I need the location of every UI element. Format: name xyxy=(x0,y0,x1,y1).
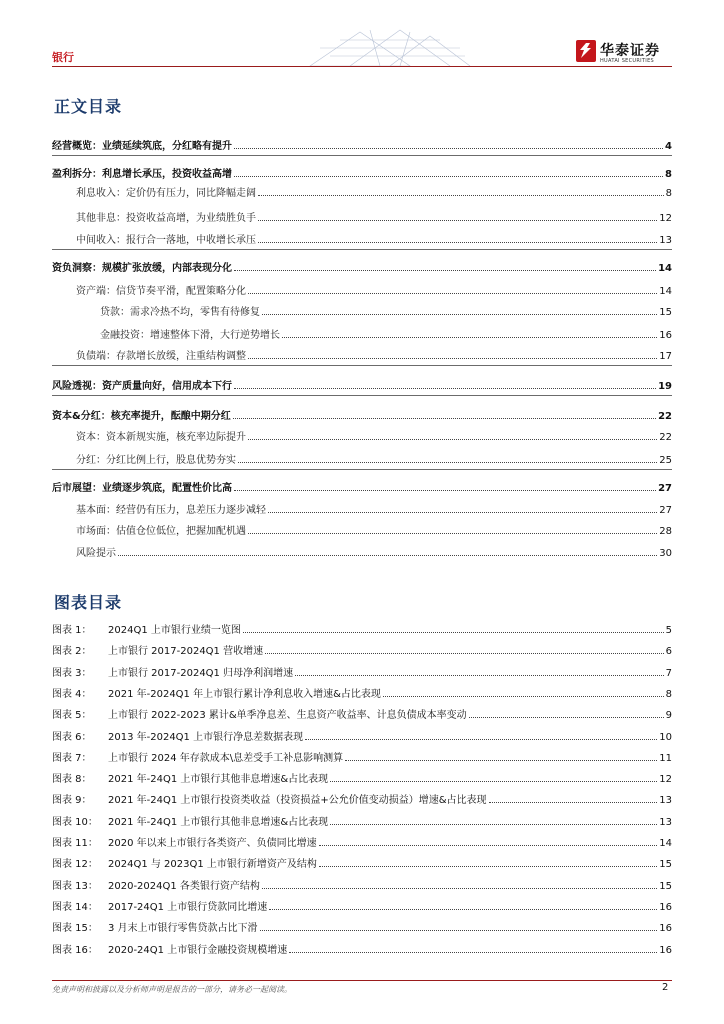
page-number: 2 xyxy=(662,982,669,993)
figure-entry-title: 2021 年-2024Q1 年上市银行累计净利息收入增速&占比表现 xyxy=(108,688,381,700)
figure-entry-page: 10 xyxy=(659,731,672,743)
figure-entry-number: 图表 15： xyxy=(52,923,98,935)
toc-section-divider xyxy=(52,395,672,396)
toc-entry-page: 19 xyxy=(658,381,672,392)
dot-leader xyxy=(268,512,657,513)
figure-entry[interactable] xyxy=(52,897,672,913)
decorative-grid-graphic xyxy=(290,28,490,68)
dot-leader xyxy=(319,845,658,846)
toc-entry-label: 基本面：经营仍有压力，息差压力逐步减轻 xyxy=(76,505,266,516)
figure-entry[interactable] xyxy=(52,918,672,934)
figure-entry-title: 2021 年-24Q1 上市银行其他非息增速&占比表现 xyxy=(108,774,329,786)
toc-entry-label: 资本：资本新规实施，核充率边际提升 xyxy=(76,432,246,443)
dot-leader xyxy=(248,533,657,534)
dot-leader xyxy=(258,242,657,243)
figure-entry-title: 2021 年-24Q1 上市银行投资类收益（投资损益+公允价值变动损益）增速&占比表现 xyxy=(108,795,487,807)
dot-leader xyxy=(295,675,664,676)
dot-leader xyxy=(330,781,657,782)
figure-entry-title: 2017-24Q1 上市银行贷款同比增速 xyxy=(108,901,268,913)
figure-entry-page: 5 xyxy=(665,625,672,636)
company-logo xyxy=(576,40,672,66)
toc-entry-label: 分红：分红比例上行，股息优势夯实 xyxy=(76,455,236,466)
toc-entry[interactable] xyxy=(52,325,672,341)
figure-entry-page: 15 xyxy=(659,880,672,892)
toc-entry[interactable] xyxy=(52,406,672,422)
figure-entry-number: 图表 12： xyxy=(52,859,98,871)
dot-leader xyxy=(234,490,656,491)
figure-entry[interactable] xyxy=(52,854,672,870)
toc-entry-label: 利息收入：定价仍有压力，同比降幅走阔 xyxy=(76,188,256,199)
dot-leader xyxy=(234,270,656,271)
figure-entry-page: 11 xyxy=(659,752,672,764)
toc-entry-page: 13 xyxy=(659,235,672,246)
figure-entry[interactable] xyxy=(52,769,672,785)
toc-entry[interactable] xyxy=(52,500,672,516)
toc-section-divider xyxy=(52,155,672,156)
figure-entry-number: 图表 10： xyxy=(52,816,98,828)
toc-entry-page: 28 xyxy=(659,526,672,537)
toc-entry-page: 22 xyxy=(659,432,672,443)
dot-leader xyxy=(289,952,657,953)
figure-entry[interactable] xyxy=(52,748,672,764)
toc-entry[interactable] xyxy=(52,164,672,180)
figure-entry-number: 图表 9： xyxy=(52,795,92,807)
toc-entry-page: 25 xyxy=(659,455,672,466)
dot-leader xyxy=(234,176,663,177)
dot-leader xyxy=(118,555,657,556)
toc-entry-page: 16 xyxy=(659,330,672,341)
toc-entry[interactable] xyxy=(52,478,672,494)
toc-entry-label: 风险提示 xyxy=(76,548,116,559)
figure-entry-number: 图表 3： xyxy=(52,667,92,679)
dot-leader xyxy=(233,418,656,419)
figure-entry[interactable] xyxy=(52,790,672,806)
figure-entry-title: 上市银行 2024 年存款成本\息差受手工补息影响测算 xyxy=(108,752,344,764)
figure-entry[interactable] xyxy=(52,812,672,828)
figure-entry-number: 图表 4： xyxy=(52,688,92,700)
figure-entry-page: 12 xyxy=(659,774,672,786)
figure-entry-title: 2020 年以来上市银行各类资产、负债同比增速 xyxy=(108,838,317,849)
toc-entry-page: 27 xyxy=(658,483,672,494)
dot-leader xyxy=(258,195,664,196)
toc-entry-label: 金融投资：增速整体下滑，大行逆势增长 xyxy=(100,330,280,341)
footer-disclaimer: 免责声明和披露以及分析师声明是报告的一部分，请务必一起阅读。 xyxy=(52,985,292,994)
dot-leader xyxy=(330,824,657,825)
toc-entry-page: 14 xyxy=(659,286,672,297)
toc-entry-label: 资本&分红：核充率提升，酝酿中期分红 xyxy=(52,411,231,422)
figure-entry[interactable] xyxy=(52,833,672,849)
toc-entry-page: 8 xyxy=(665,188,672,199)
toc-entry-page: 14 xyxy=(658,263,672,274)
toc-entry-page: 12 xyxy=(659,213,672,224)
figure-entry-number: 图表 13： xyxy=(52,880,98,892)
figure-entry-number: 图表 5： xyxy=(52,710,92,722)
toc-entry-label: 资负洞察：规模扩张放缓，内部表现分化 xyxy=(52,263,232,274)
toc-entry-label: 资产端：信贷节奏平滑，配置策略分化 xyxy=(76,286,246,297)
toc-entry[interactable] xyxy=(52,427,672,443)
figure-entry-page: 14 xyxy=(659,838,672,849)
dot-leader xyxy=(305,739,657,740)
figure-entry[interactable] xyxy=(52,684,672,700)
toc-section-divider xyxy=(52,249,672,250)
figure-entry-title: 2024Q1 与 2023Q1 上市银行新增资产及结构 xyxy=(108,859,317,871)
figure-entry[interactable] xyxy=(52,705,672,721)
toc-title: 正文目录 xyxy=(54,97,123,116)
dot-leader xyxy=(265,653,664,654)
toc-entry-label: 负债端：存款增长放缓，注重结构调整 xyxy=(76,351,246,362)
toc-entry[interactable] xyxy=(52,543,672,559)
dot-leader xyxy=(262,888,657,889)
figure-entry-title: 2021 年-24Q1 上市银行其他非息增速&占比表现 xyxy=(108,816,329,828)
logo-text-cn: 华泰证券 xyxy=(600,43,660,59)
dot-leader xyxy=(258,220,657,221)
figure-entry-number: 图表 14： xyxy=(52,901,98,913)
figure-entry-title: 3 月末上市银行零售贷款占比下滑 xyxy=(108,923,258,935)
figure-entry-page: 6 xyxy=(665,646,672,658)
figure-entry-number: 图表 2： xyxy=(52,646,92,658)
toc-entry-page: 4 xyxy=(665,141,672,152)
toc-entry[interactable] xyxy=(52,346,672,362)
toc-entry-page: 15 xyxy=(659,307,672,318)
toc-entry[interactable] xyxy=(52,230,672,246)
figure-entry-page: 16 xyxy=(659,944,672,956)
figure-entry-page: 13 xyxy=(659,816,672,828)
toc-entry-page: 8 xyxy=(665,169,672,180)
figure-entry[interactable] xyxy=(52,727,672,743)
toc-section-divider xyxy=(52,469,672,470)
dot-leader xyxy=(243,632,664,633)
dot-leader xyxy=(248,293,657,294)
sector-label: 银行 xyxy=(52,51,74,64)
toc-entry[interactable] xyxy=(52,183,672,199)
figure-entry-page: 9 xyxy=(665,710,672,722)
toc-entry[interactable] xyxy=(52,281,672,297)
dot-leader xyxy=(234,388,656,389)
figure-entry-page: 7 xyxy=(665,667,672,679)
toc-entry-page: 17 xyxy=(659,351,672,362)
dot-leader xyxy=(248,358,657,359)
dot-leader xyxy=(248,439,657,440)
figure-entry-title: 2020-2024Q1 各类银行资产结构 xyxy=(108,880,260,892)
huatai-logo-icon xyxy=(576,40,596,62)
dot-leader xyxy=(269,909,657,910)
toc-entry-label: 市场面：估值仓位低位，把握加配机遇 xyxy=(76,526,246,537)
figure-entry[interactable] xyxy=(52,663,672,679)
figure-entry-number: 图表 6： xyxy=(52,731,92,743)
toc-entry-page: 27 xyxy=(659,505,672,516)
figure-entry[interactable] xyxy=(52,641,672,657)
page-header xyxy=(0,0,724,70)
figure-entry[interactable] xyxy=(52,876,672,892)
toc-entry-label: 后市展望：业绩逐步筑底，配置性价比高 xyxy=(52,483,232,494)
toc-entry[interactable] xyxy=(52,521,672,537)
toc-entry-label: 风险透视：资产质量向好，信用成本下行 xyxy=(52,381,232,392)
toc-entry[interactable] xyxy=(52,376,672,392)
figure-entry-page: 15 xyxy=(659,859,672,871)
toc-entry-label: 经营概览：业绩延续筑底，分红略有提升 xyxy=(52,141,232,152)
toc-entry[interactable] xyxy=(52,450,672,466)
figure-entry-title: 上市银行 2017-2024Q1 归母净利润增速 xyxy=(108,667,294,679)
figure-entry-page: 13 xyxy=(659,795,672,807)
toc-entry[interactable] xyxy=(52,302,672,318)
figure-entry-title: 上市银行 2017-2024Q1 营收增速 xyxy=(108,646,264,658)
toc-entry-label: 盈利拆分：利息增长承压，投资收益高增 xyxy=(52,169,232,180)
toc-entry-page: 22 xyxy=(658,411,672,422)
figure-entry[interactable] xyxy=(52,940,672,956)
figure-entry-title: 2020-24Q1 上市银行金融投资规模增速 xyxy=(108,944,288,956)
figure-entry-number: 图表 8： xyxy=(52,774,92,786)
dot-leader xyxy=(383,696,664,697)
dot-leader xyxy=(238,462,657,463)
toc-entry-label: 贷款：需求冷热不均，零售有待修复 xyxy=(100,307,260,318)
dot-leader xyxy=(469,717,664,718)
toc-entry-label: 其他非息：投资收益高增，为业绩胜负手 xyxy=(76,213,256,224)
dot-leader xyxy=(234,148,663,149)
figures-title: 图表目录 xyxy=(54,593,123,612)
dot-leader xyxy=(345,760,657,761)
toc-entry[interactable] xyxy=(52,136,672,152)
footer-divider xyxy=(52,980,672,981)
figure-entry-number: 图表 1： xyxy=(52,625,92,636)
logo-text-en: HUATAI SECURITIES xyxy=(600,58,654,64)
toc-entry[interactable] xyxy=(52,208,672,224)
figure-entry-title: 上市银行 2022-2023 累计&单季净息差、生息资产收益率、计息负债成本率变动 xyxy=(108,710,467,722)
figure-entry-number: 图表 11： xyxy=(52,838,98,849)
figure-entry-page: 16 xyxy=(659,901,672,913)
figure-entry-page: 8 xyxy=(665,688,672,700)
toc-section-divider xyxy=(52,365,672,366)
dot-leader xyxy=(262,314,657,315)
figure-entry-title: 2024Q1 上市银行业绩一览图 xyxy=(108,625,241,636)
toc-entry[interactable] xyxy=(52,258,672,274)
toc-entry-label: 中间收入：报行合一落地，中收增长承压 xyxy=(76,235,256,246)
figure-entry-number: 图表 16： xyxy=(52,944,98,956)
dot-leader xyxy=(489,802,658,803)
figure-entry-page: 16 xyxy=(659,923,672,935)
figure-entry-number: 图表 7： xyxy=(52,752,92,764)
dot-leader xyxy=(260,930,658,931)
dot-leader xyxy=(319,866,657,867)
figure-entry-title: 2013 年-2024Q1 上市银行净息差数据表现 xyxy=(108,731,304,743)
header-divider xyxy=(52,66,672,67)
toc-entry-page: 30 xyxy=(659,548,672,559)
dot-leader xyxy=(282,337,657,338)
figure-entry[interactable] xyxy=(52,620,672,636)
